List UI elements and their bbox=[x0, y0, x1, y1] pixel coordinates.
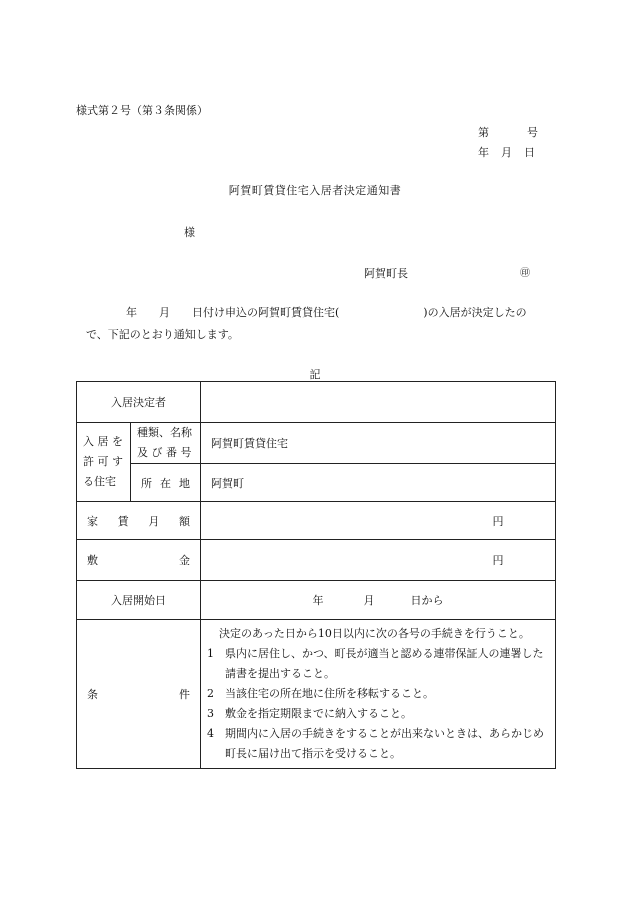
location-value[interactable]: 阿賀町 bbox=[201, 464, 556, 502]
row-location bbox=[77, 464, 556, 502]
row-housing-type bbox=[77, 423, 556, 464]
body-month: 月 bbox=[159, 306, 170, 319]
issue-month: 月 bbox=[501, 146, 512, 159]
location-label bbox=[131, 464, 201, 502]
type-value[interactable]: 阿賀町賃貸住宅 bbox=[201, 423, 556, 464]
condition-number: 2 bbox=[207, 687, 214, 700]
doc-no-suffix: 号 bbox=[527, 126, 538, 139]
resident-value[interactable] bbox=[201, 382, 556, 423]
condition-text: 当該住宅の所在地に住所を移転すること。 bbox=[225, 687, 434, 700]
housing-label-line: 許 可 す bbox=[83, 455, 123, 468]
addressee-suffix: 様 bbox=[184, 226, 195, 239]
condition-item bbox=[207, 724, 549, 764]
body-year: 年 bbox=[126, 306, 137, 319]
issue-date bbox=[478, 144, 535, 160]
deposit-unit: 円 bbox=[492, 554, 504, 567]
rent-label-char: 賃 bbox=[117, 514, 129, 528]
conditions-label bbox=[77, 620, 201, 769]
type-label-line: 及 び 番 号 bbox=[137, 446, 192, 459]
document-number bbox=[478, 124, 538, 140]
location-label-char: 所 bbox=[141, 476, 152, 490]
row-start-date bbox=[77, 581, 556, 620]
body-after-paren: )の入居が決定したの bbox=[423, 306, 527, 319]
start-suffix: 日から bbox=[410, 594, 444, 607]
location-label-char: 地 bbox=[179, 476, 190, 490]
condition-item bbox=[207, 704, 549, 724]
deposit-value[interactable] bbox=[201, 540, 556, 581]
rent-value[interactable] bbox=[201, 502, 556, 540]
condition-text: 敷金を指定期限までに納入すること。 bbox=[225, 707, 412, 720]
deposit-label bbox=[77, 540, 201, 581]
conditions-label-char: 件 bbox=[179, 688, 190, 701]
deposit-label-char: 敷 bbox=[87, 554, 98, 567]
start-label: 入居開始日 bbox=[77, 581, 201, 620]
row-deposit bbox=[77, 540, 556, 581]
housing-label-line: 入 居 を bbox=[83, 435, 123, 448]
issue-day: 日 bbox=[524, 146, 535, 159]
issue-year: 年 bbox=[478, 146, 489, 159]
conditions-text bbox=[201, 620, 556, 769]
housing-label-line: る住宅 bbox=[83, 475, 116, 488]
start-value[interactable] bbox=[201, 581, 556, 620]
resident-label: 入居決定者 bbox=[77, 382, 201, 423]
form-id: 様式第２号（第３条関係） bbox=[76, 104, 208, 117]
notice-body-line-1 bbox=[126, 304, 527, 320]
condition-item bbox=[207, 644, 549, 684]
conditions-label-char: 条 bbox=[87, 688, 98, 701]
doc-no-prefix: 第 bbox=[478, 126, 489, 139]
type-label-line: 種類、名称 bbox=[137, 426, 192, 439]
housing-label bbox=[77, 423, 131, 502]
start-year: 年 bbox=[312, 594, 324, 607]
row-rent bbox=[77, 502, 556, 540]
type-label bbox=[131, 423, 201, 464]
start-month: 月 bbox=[363, 594, 375, 607]
ki-heading: 記 bbox=[309, 368, 321, 381]
sender-name: 阿賀町長 bbox=[364, 267, 408, 280]
location-label-char: 在 bbox=[160, 476, 171, 490]
condition-text: 期間内に入居の手続きをすることが出来ないときは、あらかじめ町長に届け出て指示を受けること。 bbox=[225, 727, 544, 760]
decision-table bbox=[76, 381, 556, 769]
rent-label-char: 家 bbox=[87, 514, 98, 528]
condition-number: 4 bbox=[207, 727, 214, 740]
condition-item bbox=[207, 684, 549, 704]
condition-text: 県内に居住し、かつ、町長が適当と認める連帯保証人の連署した請書を提出すること。 bbox=[225, 647, 544, 680]
deposit-label-char: 金 bbox=[179, 554, 190, 567]
row-resident bbox=[77, 382, 556, 423]
page-title: 阿賀町賃貸住宅入居者決定通知書 bbox=[228, 184, 402, 197]
rent-unit: 円 bbox=[492, 514, 504, 528]
rent-label bbox=[77, 502, 201, 540]
rent-label-char: 月 bbox=[148, 514, 160, 528]
rent-label-char: 額 bbox=[178, 514, 190, 528]
condition-number: 3 bbox=[207, 707, 214, 720]
condition-number: 1 bbox=[207, 647, 214, 660]
notice-body-line-2: で、下記のとおり通知します。 bbox=[86, 328, 239, 341]
seal-mark: ㊞ bbox=[520, 268, 530, 279]
row-conditions bbox=[77, 620, 556, 769]
body-date-text: 日付け申込の阿賀町賃貸住宅( bbox=[192, 306, 340, 319]
conditions-intro: 決定のあった日から10日以内に次の各号の手続きを行うこと。 bbox=[219, 627, 530, 640]
